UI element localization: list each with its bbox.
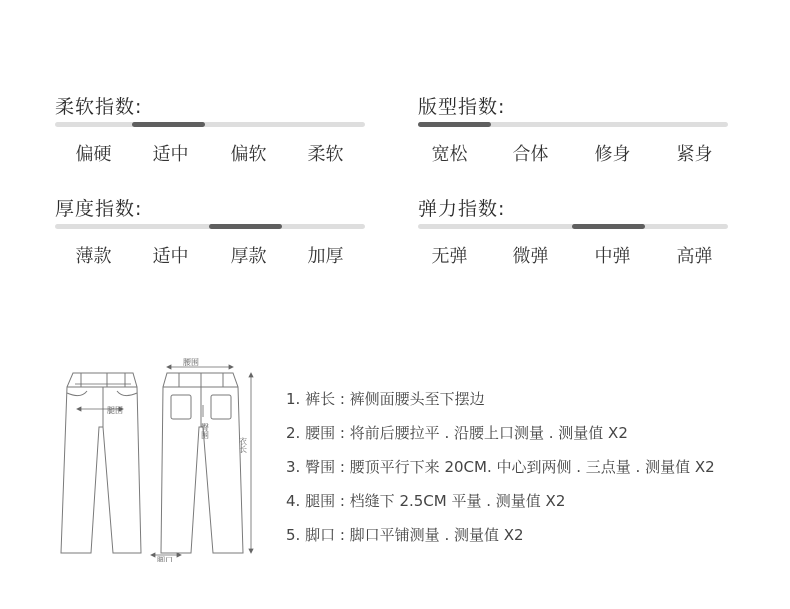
- hem-label: 脚口: [157, 556, 173, 562]
- waist-label: 腰围: [183, 358, 199, 367]
- softness-level: 柔软: [307, 144, 344, 165]
- elasticity-level: 无弹: [431, 246, 468, 267]
- fit-indicator: [418, 122, 491, 127]
- thickness-track: [55, 224, 365, 229]
- fit-index-title: 版型指数:: [418, 96, 506, 118]
- thickness-level: 加厚: [307, 246, 344, 267]
- elasticity-level: 高弹: [676, 246, 713, 267]
- fit-level: 紧身: [676, 144, 713, 165]
- measurement-item: 3. 臀围 : 腰顶平行下来 20CM. 中心到两侧 . 三点量 . 测量值 X2: [286, 458, 715, 476]
- thickness-index-title: 厚度指数:: [55, 198, 143, 220]
- elasticity-track: [418, 224, 728, 229]
- hip-label: 臀围: [200, 423, 210, 439]
- fit-level: 合体: [512, 144, 549, 165]
- softness-level: 偏硬: [75, 144, 112, 165]
- softness-level: 适中: [152, 144, 189, 165]
- softness-indicator: [132, 122, 205, 127]
- fit-level: 宽松: [431, 144, 468, 165]
- measurement-item: 1. 裤长 : 裤侧面腰头至下摆边: [286, 390, 485, 408]
- elasticity-level: 中弹: [594, 246, 631, 267]
- fit-track: [418, 122, 728, 127]
- fit-level: 修身: [594, 144, 631, 165]
- pants-illustration: [55, 357, 265, 562]
- thickness-level: 厚款: [230, 246, 267, 267]
- softness-level: 偏软: [230, 144, 267, 165]
- elasticity-indicator: [572, 224, 645, 229]
- length-label: 衣长: [238, 437, 248, 453]
- thickness-level: 适中: [152, 246, 189, 267]
- thickness-level: 薄款: [75, 246, 112, 267]
- front-pants-outline: [61, 373, 141, 553]
- elasticity-level: 微弹: [512, 246, 549, 267]
- back-pocket-left: [171, 395, 191, 419]
- measurement-item: 5. 脚口 : 脚口平铺测量 . 测量值 X2: [286, 526, 524, 544]
- back-pocket-right: [211, 395, 231, 419]
- measurement-item: 2. 腰围 : 将前后腰拉平 . 沿腰上口测量 . 测量值 X2: [286, 424, 628, 442]
- measurement-item: 4. 腿围 : 档缝下 2.5CM 平量 . 测量值 X2: [286, 492, 566, 510]
- pants-measurement-diagram: [55, 357, 265, 562]
- softness-track: [55, 122, 365, 127]
- thigh-label: 腿围: [107, 406, 123, 415]
- elasticity-index-title: 弹力指数:: [418, 198, 506, 220]
- thickness-indicator: [209, 224, 282, 229]
- softness-index-title: 柔软指数:: [55, 96, 143, 118]
